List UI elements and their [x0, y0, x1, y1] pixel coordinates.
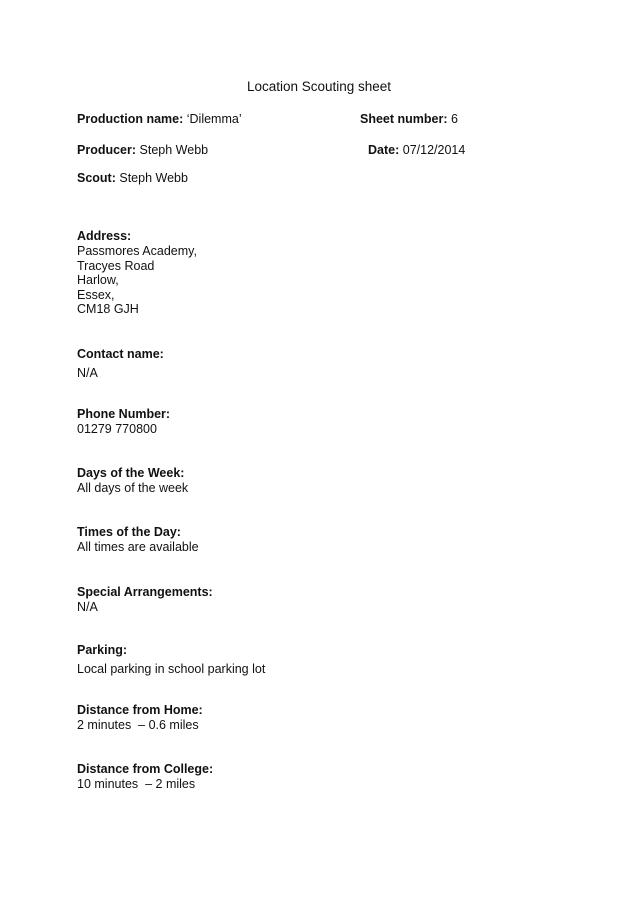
sheet-number-value: 6: [451, 112, 458, 126]
address-label: Address:: [77, 229, 132, 243]
page-title: Location Scouting sheet: [246, 79, 392, 94]
date-value: 07/12/2014: [402, 143, 466, 157]
distance-college-section: [77, 762, 213, 792]
special-arrangements-section: [77, 585, 213, 615]
times-of-day-label: Times of the Day:: [77, 525, 181, 539]
producer-value: Steph Webb: [139, 143, 209, 157]
producer-row: [77, 143, 208, 158]
distance-college-value: 10 minutes – 2 miles: [77, 777, 196, 791]
phone-section: [77, 407, 170, 437]
address-line: Passmores Academy,: [77, 244, 197, 258]
days-of-week-value: All days of the week: [77, 481, 189, 495]
times-section: [77, 525, 199, 555]
distance-home-section: [77, 703, 203, 733]
special-arrangements-value: N/A: [77, 600, 98, 614]
distance-home-label: Distance from Home:: [77, 703, 203, 717]
contact-section: [77, 347, 164, 381]
address-line: Harlow,: [77, 273, 119, 287]
production-name-value: ‘Dilemma’: [186, 112, 242, 126]
times-of-day-value: All times are available: [77, 540, 199, 554]
scout-row: [77, 171, 188, 186]
contact-name-label: Contact name:: [77, 347, 164, 361]
scout-value: Steph Webb: [119, 171, 188, 185]
days-section: [77, 466, 188, 496]
date-label: Date:: [368, 143, 400, 157]
address-line: Tracyes Road: [77, 258, 155, 273]
parking-label: Parking:: [77, 643, 128, 657]
phone-number-value: 01279 770800: [77, 422, 157, 436]
sheet-number-row: [360, 112, 458, 127]
sheet-number-label: Sheet number:: [360, 112, 448, 126]
date-row: [368, 143, 465, 158]
phone-number-label: Phone Number:: [77, 407, 171, 421]
parking-section: [77, 643, 265, 677]
address-section: [77, 229, 197, 317]
distance-home-value: 2 minutes – 0.6 miles: [77, 718, 199, 732]
address-line: CM18 GJH: [77, 302, 139, 316]
contact-name-value: N/A: [77, 366, 98, 380]
scout-label: Scout:: [77, 171, 116, 185]
production-name-label: Production name:: [77, 112, 184, 126]
special-arrangements-label: Special Arrangements:: [77, 585, 213, 599]
distance-college-label: Distance from College:: [77, 762, 214, 776]
producer-label: Producer:: [77, 143, 137, 157]
parking-value: Local parking in school parking lot: [77, 662, 266, 676]
address-line: Essex,: [77, 287, 115, 302]
days-of-week-label: Days of the Week:: [77, 466, 185, 480]
production-name-row: [77, 112, 242, 127]
